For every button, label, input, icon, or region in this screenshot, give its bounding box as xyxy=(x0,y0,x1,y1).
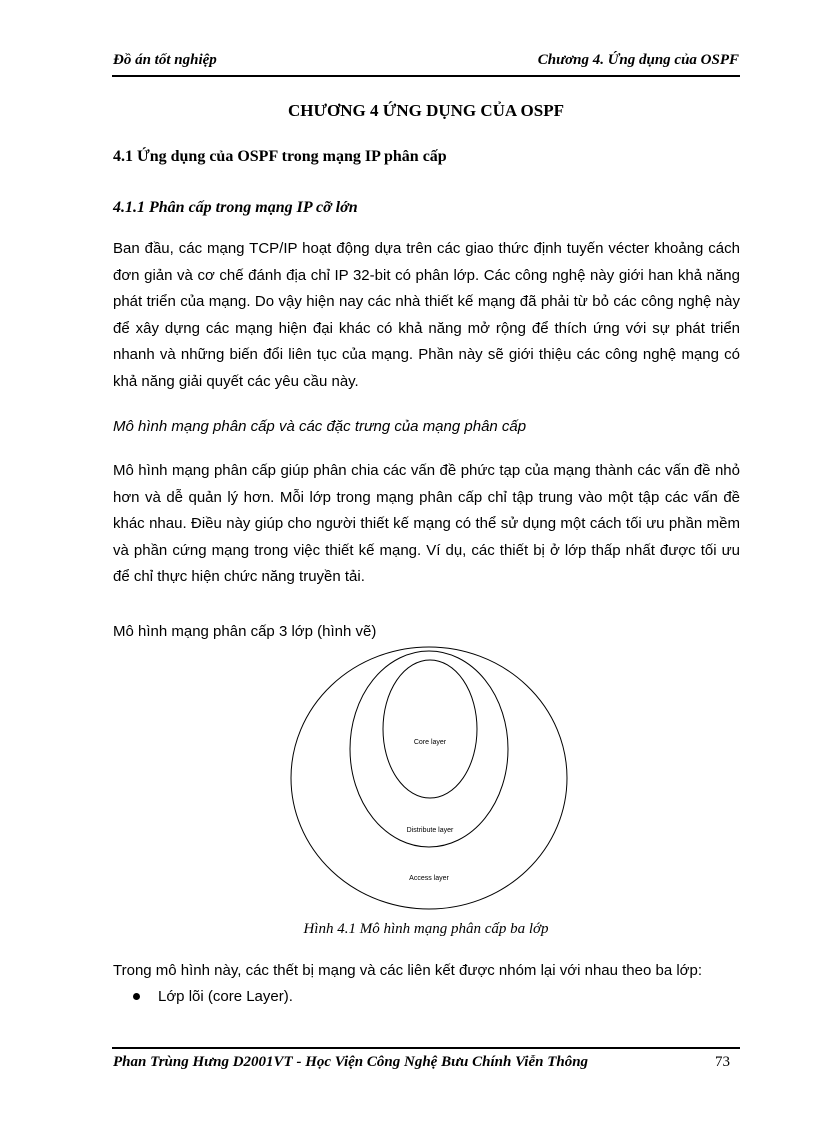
distribution-layer-label: Distribute layer xyxy=(406,827,454,834)
figure-caption: Hình 4.1 Mô hình mạng phân cấp ba lớp xyxy=(303,921,549,937)
bullet-text: Lớp lõi (core Layer). xyxy=(158,988,293,1005)
paragraph-intro: Ban đầu, các mạng TCP/IP hoạt động dựa trên các giao thức định tuyến vécter khoảng cách đơn giản và cơ chế đánh địa chỉ IP 32-bit có phân lớp. Các công nghệ này giới han khả năng phát triển của mạng. Do vậy hiện nay các nhà thiết kế mạng đã phải từ bỏ các công nghệ này để xây dựng các mạng hiện đại khác có khả năng mở rộng để thích ứng với sự phát triển nhanh và những biến đổi liên tục của mạng. Phần này sẽ giới thiệu các công nghệ mạng có khả năng giải quyết các yêu cầu này. xyxy=(113,240,740,390)
core-layer-circle xyxy=(383,660,477,798)
access-layer-circle xyxy=(291,647,567,909)
paragraph-hierarchy: Mô hình mạng phân cấp giúp phân chia các vấn đề phức tạp của mạng thành các vấn đề nhỏ hơn và dễ quản lý hơn. Mỗi lớp trong mạng phân cấp chỉ tập trung vào một tập các vấn đề khác nhau. Điều này giúp cho người thiết kế mạng có thể sử dụng một cách tối ưu phần mềm và phần cứng mạng trong việc thiết kế mạng. Ví dụ, các thiết bị ở lớp thấp nhất được tối ưu để chỉ thực hiện chức năng truyền tải. xyxy=(113,462,740,585)
access-layer-label: Access layer xyxy=(409,875,449,882)
header-rule xyxy=(112,75,740,77)
footer-text: Phan Trùng Hưng D2001VT - Học Viện Công Nghệ Bưu Chính Viễn Thông xyxy=(113,1054,589,1070)
bullet-icon xyxy=(133,993,140,1000)
paragraph-after-figure: Trong mô hình này, các thết bị mạng và các liên kết được nhóm lại với nhau theo ba lớp: xyxy=(113,962,703,979)
italic-heading: Mô hình mạng phân cấp và các đặc trưng của mạng phân cấp xyxy=(113,418,527,435)
header-left: Đồ án tốt nghiệp xyxy=(113,52,217,68)
chapter-title: CHƯƠNG 4 ỨNG DỤNG CỦA OSPF xyxy=(288,101,564,120)
subsection-title: 4.1.1 Phân cấp trong mạng IP cỡ lớn xyxy=(113,199,358,216)
page-number: 73 xyxy=(715,1054,730,1070)
distribution-layer-circle xyxy=(350,651,508,847)
layer-diagram xyxy=(290,646,568,910)
footer-rule xyxy=(112,1047,740,1049)
section-title: 4.1 Ứng dụng của OSPF trong mạng IP phân cấp xyxy=(113,148,447,165)
figure-intro: Mô hình mạng phân cấp 3 lớp (hình vẽ) xyxy=(113,623,377,640)
header-right: Chương 4. Ứng dụng của OSPF xyxy=(537,52,739,68)
core-layer-label: Core layer xyxy=(413,739,447,746)
bullet-item xyxy=(133,988,293,1005)
